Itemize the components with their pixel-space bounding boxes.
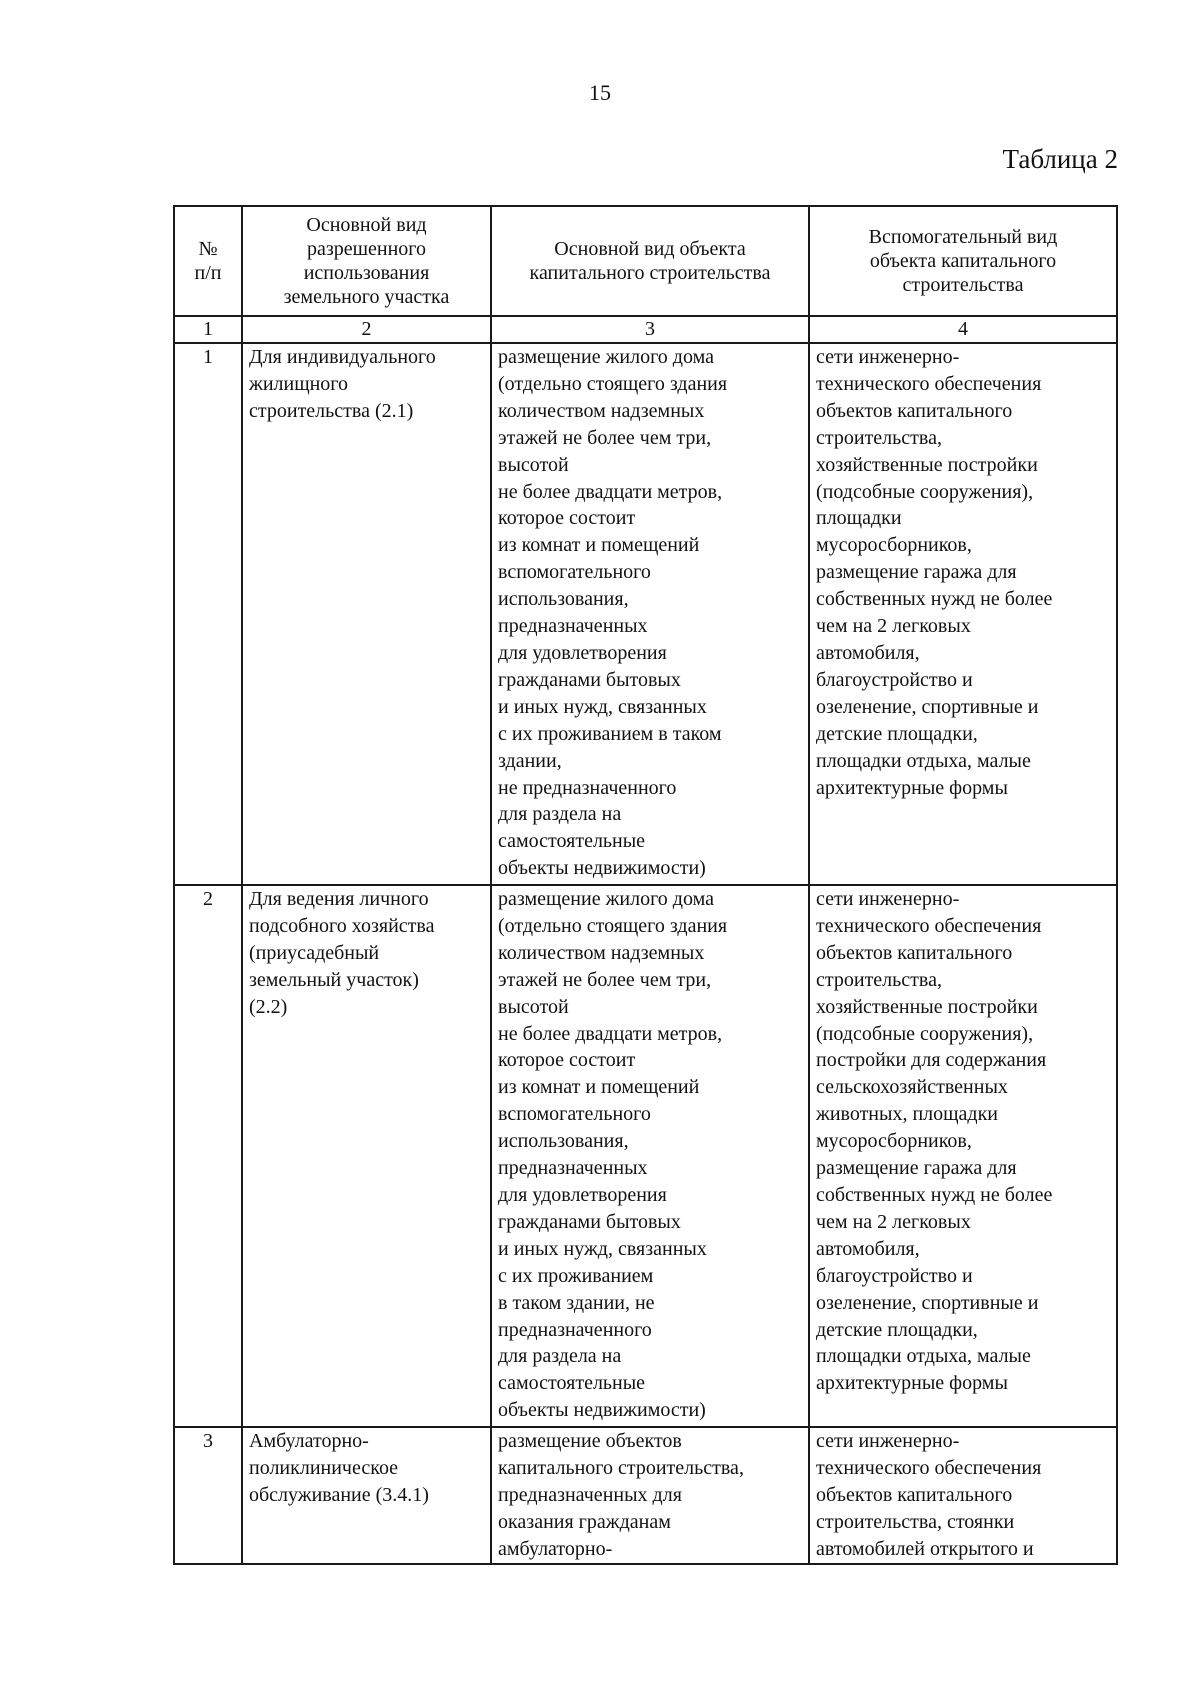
header-main-object: Основной вид объекта капитального строительства [491, 206, 809, 316]
use-type-cell: Для ведения личного подсобного хозяйства (приусадебный земельный участок) (2.2) [242, 885, 491, 1427]
header-number: № п/п [174, 206, 242, 316]
header-aux-object: Вспомогательный вид объекта капитального строительства [809, 206, 1117, 316]
aux-object-cell: сети инженерно- технического обеспечения объектов капитального строительства, хозяйственные постройки (подсобные сооружения), постройки для содержания сельскохозяйственных животных, площадки мусоросборников, размещение гаража для собственных нужд не более чем на 2 легковых автомобиля, благоустройство и озеленение, спортивные и детские площадки, площадки отдыха, малые архитектурные формы [809, 885, 1117, 1427]
table-row [174, 343, 1117, 885]
main-object-cell: размещение жилого дома (отдельно стоящего здания количеством надземных этажей не более чем три, высотой не более двадцати метров, которое состоит из комнат и помещений вспомогательного использования, предназначенных для удовлетворения гражданами бытовых и иных нужд, связанных с их проживанием в таком здании, не предназначенного для раздела на самостоятельные объекты недвижимости) [491, 343, 809, 885]
column-number: 2 [242, 316, 491, 343]
header-use-type: Основной вид разрешенного использования земельного участка [242, 206, 491, 316]
table-row [174, 885, 1117, 1427]
table-row [174, 1427, 1117, 1564]
page-number: 15 [589, 80, 611, 105]
use-type-cell: Для индивидуального жилищного строительства (2.1) [242, 343, 491, 885]
column-number-row [174, 316, 1117, 343]
main-object-cell: размещение жилого дома (отдельно стоящего здания количеством надземных этажей не более чем три, высотой не более двадцати метров, которое состоит из комнат и помещений вспомогательного использования, предназначенных для удовлетворения гражданами бытовых и иных нужд, связанных с их проживанием в таком здании, не предназначенного для раздела на самостоятельные объекты недвижимости) [491, 885, 809, 1427]
row-number: 2 [174, 885, 242, 1427]
column-number: 3 [491, 316, 809, 343]
column-number: 1 [174, 316, 242, 343]
land-use-table [173, 205, 1118, 1565]
table-caption: Таблица 2 [1002, 144, 1118, 174]
row-number: 3 [174, 1427, 242, 1564]
aux-object-cell: сети инженерно- технического обеспечения объектов капитального строительства, хозяйственные постройки (подсобные сооружения), площадки мусоросборников, размещение гаража для собственных нужд не более чем на 2 легковых автомобиля, благоустройство и озеленение, спортивные и детские площадки, площадки отдыха, малые архитектурные формы [809, 343, 1117, 885]
main-object-cell: размещение объектов капитального строительства, предназначенных для оказания гражданам амбулаторно- [491, 1427, 809, 1564]
aux-object-cell: сети инженерно- технического обеспечения объектов капитального строительства, стоянки автомобилей открытого и [809, 1427, 1117, 1564]
table-header-row [174, 206, 1117, 316]
use-type-cell: Амбулаторно- поликлиническое обслуживание (3.4.1) [242, 1427, 491, 1564]
row-number: 1 [174, 343, 242, 885]
column-number: 4 [809, 316, 1117, 343]
